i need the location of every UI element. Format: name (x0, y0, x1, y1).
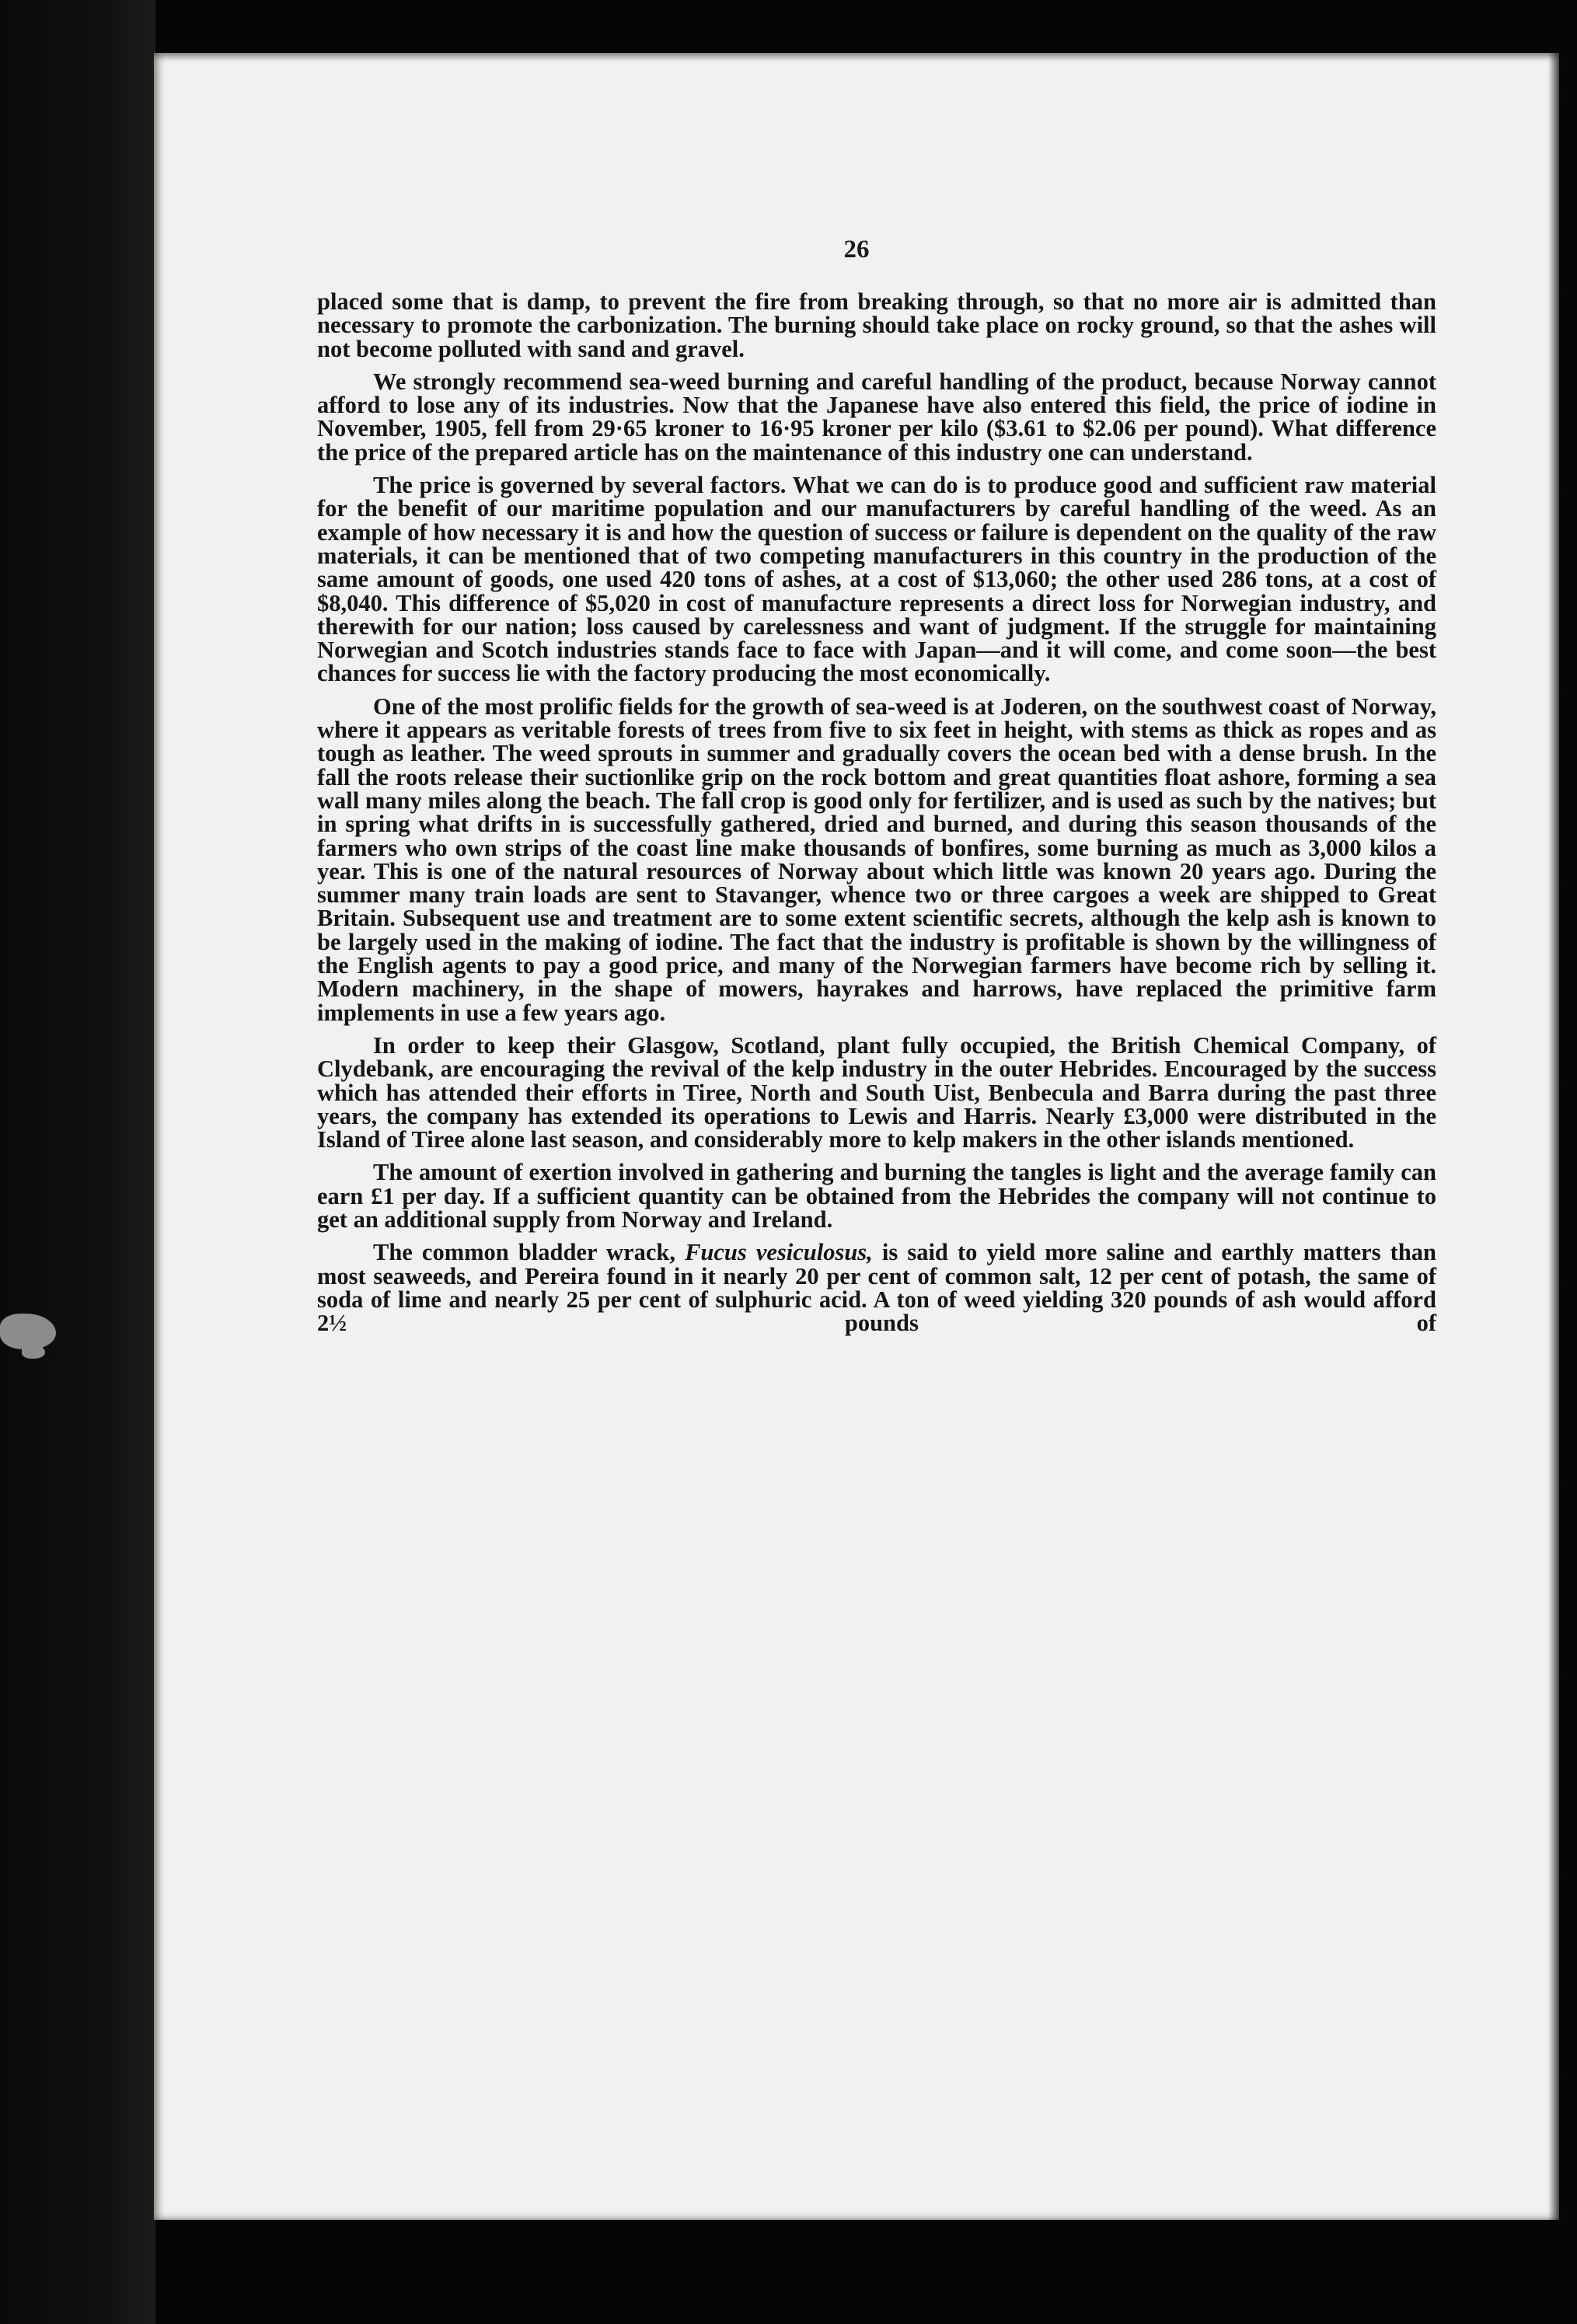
scan-debris (0, 1314, 56, 1349)
species-name: Fucus vesiculosus, (685, 1239, 873, 1266)
paragraph-final (317, 1241, 1436, 1335)
paragraph: placed some that is damp, to prevent the fire from breaking through, so that no more air is admitted than necessary to promote the carbonization. The burning should take place on rocky ground, so that the ashes will not become polluted with sand and gravel. (317, 288, 1436, 362)
scan-debris (22, 1345, 45, 1359)
text-run: The common bladder wrack, (373, 1239, 686, 1266)
page-number: 26 (843, 236, 870, 263)
document-page (154, 53, 1559, 2220)
paragraph: In order to keep their Glasgow, Scotland, plant fully occupied, the British Chemical Company, of Clydebank, are encouraging the revival of the kelp industry in the outer Hebrides. Encouraged by the success which has attended their efforts in Tiree, North and South Uist, Benbecula and Barra during the past three years, the company has extended its operations to Lewis and Harris. Nearly £3,000 were distributed in the Island of Tiree alone last season, and considerably more to kelp makers in the other islands mentioned. (317, 1031, 1436, 1153)
text-run: is said to yield more saline and earthly matters than most seaweeds, and Pereira found in it nearly 20 per cent of common salt, 12 per cent of potash, the same of soda of lime and nearly 25 per cent of sulphuric acid. A ton of weed yielding 320 pounds of ash would afford 2½ pounds of (317, 1239, 1436, 1337)
scan-border-left (0, 0, 155, 2324)
body-text (317, 290, 1436, 1344)
page-edge-shadow (1548, 53, 1559, 2220)
paragraph: We strongly recommend sea-weed burning and careful handling of the product, because Norway cannot afford to lose any of its industries. Now that the Japanese have also entered this field, the price of iodine in November, 1905, fell from 29·65 kroner to 16·95 kroner per kilo ($3.61 to $2.06 per pound). What difference the price of the prepared article has on the maintenance of this industry one can understand. (317, 368, 1436, 466)
paragraph: The price is governed by several factors. What we can do is to produce good and sufficient raw material for the benefit of our maritime population and our manufacturers by careful handling of the weed. As an example of how necessary it is and how the question of success or failure is dependent on the quality of the raw materials, it can be mentioned that of two competing manufacturers in this country in the production of the same amount of goods, one used 420 tons of ashes, at a cost of $13,060; the other used 286 tons, at a cost of $8,040. This difference of $5,020 in cost of manufacture represents a direct loss for Norwegian industry, and therewith for our nation; loss caused by carelessness and want of judgment. If the struggle for maintaining Norwegian and Scotch industries stands face to face with Japan—and it will come, and come soon—the best chances for success lie with the factory producing the most economically. (317, 472, 1436, 687)
paragraph: The amount of exertion involved in gathering and burning the tangles is light and the average family can earn £1 per day. If a sufficient quantity can be obtained from the Hebrides the company will not continue to get an additional supply from Norway and Ireland. (317, 1159, 1436, 1233)
paragraph: One of the most prolific fields for the growth of sea-weed is at Joderen, on the southwest coast of Norway, where it appears as veritable forests of trees from five to six feet in height, with stems as thick as ropes and as tough as leather. The weed sprouts in summer and gradually covers the ocean bed with a dense brush. In the fall the roots release their suctionlike grip on the rock bottom and great quantities float ashore, forming a sea wall many miles along the beach. The fall crop is good only for fertilizer, and is used as such by the natives; but in spring what drifts in is successfully gathered, dried and burned, and during this season thousands of the farmers who own strips of the coast line make thousands of bonfires, some burning as much as 3,000 kilos a year. This is one of the natural resources of Norway about which little was known 20 years ago. During the summer many train loads are sent to Stavanger, whence two or three cargoes a week are shipped to Great Britain. Subsequent use and treatment are to some extent scientific secrets, although the kelp ash is known to be largely used in the making of iodine. The fact that the industry is profitable is shown by the willingness of the English agents to pay a good price, and many of the Norwegian farmers have become rich by selling it. Modern machinery, in the shape of mowers, hayrakes and harrows, have replaced the primitive farm implements in use a few years ago. (317, 693, 1436, 1026)
